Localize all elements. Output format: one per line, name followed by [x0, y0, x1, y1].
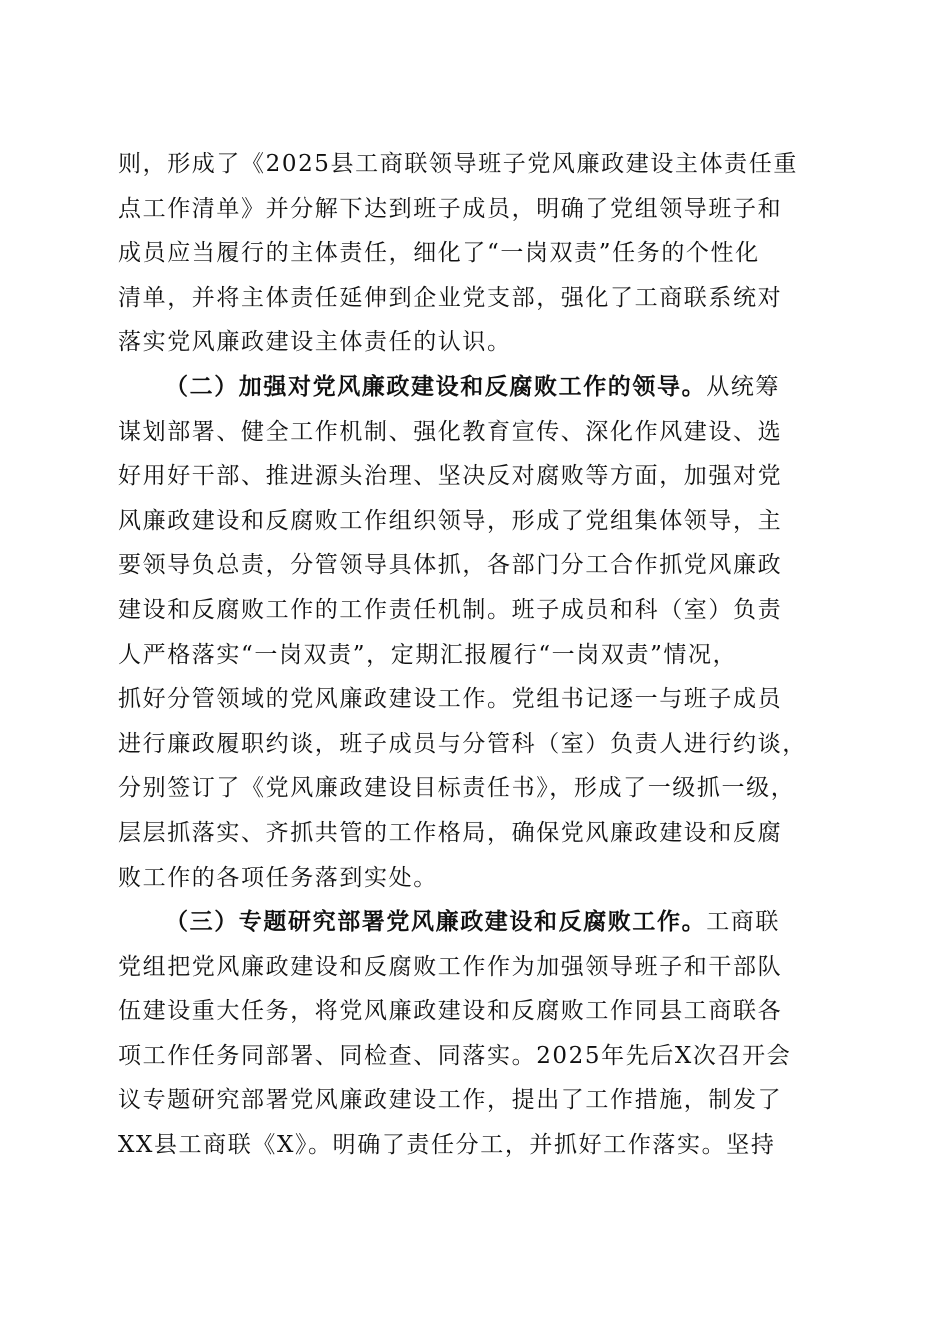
paragraph-1-line-3: 成员应当履行的主体责任，细化了“一岗双责”任务的个性化: [118, 240, 760, 267]
paragraph-2-line-2: 谋划部署、健全工作机制、强化教育宣传、深化作风建设、选: [118, 418, 783, 445]
paragraph-2-line-12: 败工作的各项任务落到实处。: [118, 864, 438, 891]
paragraph-2-line-6: 建设和反腐败工作的工作责任机制。班子成员和科（室）负责: [118, 596, 783, 623]
paragraph-1-line-2: 点工作清单》并分解下达到班子成员，明确了党组领导班子和: [118, 195, 783, 222]
paragraph-2-line-11: 层层抓落实、齐抓共管的工作格局，确保党风廉政建设和反腐: [118, 819, 783, 846]
paragraph-1-line-1: 则，形成了《2025县工商联领导班子党风廉政建设主体责任重: [118, 151, 798, 177]
paragraph-3-line-4: 项工作任务同部署、同检查、同落实。2025年先后X次召开会: [118, 1042, 792, 1069]
paragraph-3-line-1-text: 工商联: [706, 909, 781, 936]
paragraph-2-line-3: 好用好干部、推进源头治理、坚决反对腐败等方面，加强对党: [118, 463, 783, 490]
paragraph-2-line-5: 要领导负总责，分管领导具体抓，各部门分工合作抓党风廉政: [118, 552, 783, 579]
paragraph-2-line-1-text: 从统筹: [706, 373, 781, 400]
paragraph-3-line-6: XX县工商联《X》。明确了责任分工，并抓好工作落实。坚持: [118, 1132, 776, 1159]
paragraph-1-line-5: 落实党风廉政建设主体责任的认识。: [118, 329, 512, 356]
paragraph-2-line-1: [118, 365, 838, 410]
paragraph-3-line-1: [118, 900, 838, 945]
paragraph-1-line-4: 清单，并将主体责任延伸到企业党支部，强化了工商联系统对: [118, 284, 783, 311]
section-heading-3: （三）专题研究部署党风廉政建设和反腐败工作。: [165, 908, 707, 936]
paragraph-3-line-2: 党组把党风廉政建设和反腐败工作作为加强领导班子和干部队: [118, 953, 783, 980]
section-heading-2: （二）加强对党风廉政建设和反腐败工作的领导。: [165, 372, 707, 400]
paragraph-2-line-9: 进行廉政履职约谈，班子成员与分管科（室）负责人进行约谈，: [118, 730, 807, 757]
paragraph-2-line-8: 抓好分管领域的党风廉政建设工作。党组书记逐一与班子成员: [118, 686, 783, 713]
paragraph-2-line-10: 分别签订了《党风廉政建设目标责任书》，形成了一级抓一级，: [118, 775, 796, 802]
paragraph-2-line-7: 人严格落实“一岗双责”，定期汇报履行“一岗双责”情况，: [118, 641, 738, 668]
document-body: [118, 142, 838, 1168]
paragraph-2-line-4: 风廉政建设和反腐败工作组织领导，形成了党组集体领导，主: [118, 507, 783, 534]
paragraph-3-line-3: 伍建设重大任务，将党风廉政建设和反腐败工作同县工商联各: [118, 998, 783, 1025]
paragraph-3-line-5: 议专题研究部署党风廉政建设工作，提出了工作措施，制发了: [118, 1087, 783, 1114]
